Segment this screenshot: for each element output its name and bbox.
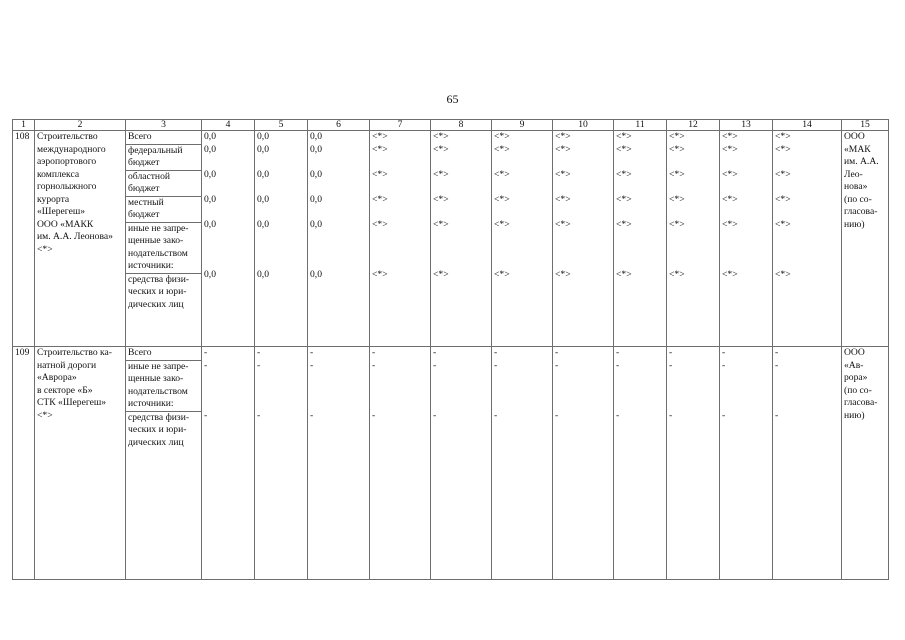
value: 0,0 <box>310 193 322 205</box>
table-row <box>13 347 889 580</box>
value-cell <box>614 131 667 347</box>
executor-line: гласова- <box>844 206 878 217</box>
funding-source-line: щенные зако- <box>128 235 184 246</box>
project-name-line: международного <box>37 143 106 155</box>
value: 0,0 <box>257 168 269 180</box>
value: - <box>494 347 498 358</box>
value: <*> <box>372 168 388 180</box>
funding-source <box>126 197 201 223</box>
executor-line: (по со- <box>844 384 872 396</box>
value-cell <box>492 347 553 580</box>
funding-source-line: средства физи- <box>128 411 190 423</box>
value: <*> <box>669 131 685 142</box>
executor-cell <box>842 347 889 580</box>
column-header: 8 <box>431 120 492 131</box>
value: <*> <box>722 131 738 142</box>
executor-line: «Ав- <box>844 359 864 371</box>
funding-source-line: щенные зако- <box>128 373 184 384</box>
value: - <box>204 409 208 421</box>
value: 0,0 <box>204 218 216 230</box>
value-cell <box>667 131 720 347</box>
value-cell <box>773 131 842 347</box>
value: <*> <box>494 268 510 280</box>
value: 0,0 <box>204 193 216 205</box>
funding-source-line: источники: <box>128 398 174 409</box>
value: - <box>433 347 437 358</box>
value-cell <box>431 131 492 347</box>
table-body <box>13 120 889 580</box>
row-number: 109 <box>15 347 30 358</box>
funding-source-line: дических лиц <box>128 298 184 310</box>
value: <*> <box>555 193 571 205</box>
executor-line: гласова- <box>844 397 878 408</box>
column-header: 5 <box>255 120 308 131</box>
funding-source <box>126 361 201 412</box>
funding-source-line: местный <box>128 196 164 208</box>
project-name-line: «Аврора» <box>37 372 77 383</box>
value: <*> <box>669 168 685 180</box>
value: <*> <box>555 143 571 155</box>
executor-line: Лео- <box>844 168 863 180</box>
value: 0,0 <box>310 268 322 280</box>
value: - <box>775 359 779 371</box>
funding-source-line: федеральный <box>128 144 183 156</box>
value-cell <box>614 347 667 580</box>
project-name-line: аэропортового <box>37 156 97 167</box>
value: <*> <box>555 131 571 142</box>
column-header: 15 <box>842 120 889 131</box>
value: - <box>310 359 314 371</box>
value: 0,0 <box>257 218 269 230</box>
value-cell <box>202 131 255 347</box>
table-row <box>13 131 889 347</box>
value: - <box>775 409 779 421</box>
value: <*> <box>722 268 738 280</box>
value: 0,0 <box>310 143 322 155</box>
value: - <box>257 359 261 371</box>
funding-source <box>126 412 201 450</box>
value: - <box>555 409 559 421</box>
value: <*> <box>722 168 738 180</box>
funding-source-line: источники: <box>128 260 174 271</box>
value-cell <box>553 347 614 580</box>
project-name-line: им. А.А. Леонова» <box>37 231 113 242</box>
value: - <box>372 347 376 358</box>
funding-source <box>126 171 201 197</box>
funding-source-cell <box>126 347 202 580</box>
value: - <box>722 409 726 421</box>
funding-source-line: средства физи- <box>128 273 190 285</box>
row-number-cell <box>13 347 35 580</box>
value: - <box>669 409 673 421</box>
value: - <box>775 347 779 358</box>
project-name-line: ООО «МАКК <box>37 218 94 230</box>
value: <*> <box>494 193 510 205</box>
value: - <box>257 409 261 421</box>
column-header: 3 <box>126 120 202 131</box>
value: 0,0 <box>257 268 269 280</box>
project-name-line: горнолыжного <box>37 181 97 192</box>
column-header: 12 <box>667 120 720 131</box>
project-name-line: <*> <box>37 243 53 255</box>
funding-source-line: Всего <box>128 131 152 142</box>
value: - <box>555 347 559 358</box>
value: <*> <box>616 218 632 230</box>
value-cell <box>667 347 720 580</box>
value: - <box>669 347 673 358</box>
value-cell <box>370 131 431 347</box>
value: <*> <box>433 268 449 280</box>
column-header: 1 <box>13 120 35 131</box>
value: <*> <box>494 143 510 155</box>
value: <*> <box>494 168 510 180</box>
executor-line: рора» <box>844 372 868 383</box>
funding-source-cell <box>126 131 202 347</box>
value: - <box>372 409 376 421</box>
value: - <box>669 359 673 371</box>
value: <*> <box>616 193 632 205</box>
column-header: 7 <box>370 120 431 131</box>
value: 0,0 <box>310 168 322 180</box>
value: <*> <box>669 218 685 230</box>
project-name-line: Строительство ка- <box>37 347 113 358</box>
value: <*> <box>775 218 791 230</box>
funding-source-line: областной <box>128 170 171 182</box>
value: <*> <box>372 193 388 205</box>
value: - <box>372 359 376 371</box>
value: 0,0 <box>257 131 269 142</box>
funding-source-line: ческих и юри- <box>128 286 187 297</box>
value: - <box>494 409 498 421</box>
value: <*> <box>616 143 632 155</box>
funding-source <box>126 347 201 361</box>
value: - <box>722 359 726 371</box>
value: <*> <box>722 193 738 205</box>
executor-line: ООО <box>844 131 865 142</box>
value: 0,0 <box>204 268 216 280</box>
value: - <box>204 347 208 358</box>
value-cell <box>308 131 370 347</box>
value: <*> <box>433 168 449 180</box>
executor-line: «МАК <box>844 143 871 155</box>
funding-source <box>126 223 201 274</box>
project-name-cell <box>35 131 126 347</box>
executor-line: (по со- <box>844 193 872 205</box>
value-cell <box>720 347 773 580</box>
value: 0,0 <box>257 143 269 155</box>
value: <*> <box>555 218 571 230</box>
value: <*> <box>775 143 791 155</box>
column-header: 2 <box>35 120 126 131</box>
value: - <box>433 409 437 421</box>
column-header: 9 <box>492 120 553 131</box>
executor-line: нию) <box>844 409 865 421</box>
project-name-line: Строительство <box>37 131 98 142</box>
value: - <box>555 359 559 371</box>
value: 0,0 <box>257 193 269 205</box>
project-name-line: натной дороги <box>37 359 97 371</box>
value: <*> <box>775 131 791 142</box>
value: - <box>310 409 314 421</box>
value: <*> <box>372 143 388 155</box>
header-row <box>13 120 889 131</box>
value: <*> <box>433 193 449 205</box>
executor-line: ООО <box>844 347 865 358</box>
executor-cell <box>842 131 889 347</box>
value-cell <box>255 347 308 580</box>
value: - <box>433 359 437 371</box>
project-name-line: «Шерегеш» <box>37 206 86 217</box>
column-header: 10 <box>553 120 614 131</box>
value: - <box>722 347 726 358</box>
value: <*> <box>494 131 510 142</box>
value-cell <box>202 347 255 580</box>
value: <*> <box>616 268 632 280</box>
executor-line: им. А.А. <box>844 156 879 167</box>
value: 0,0 <box>310 218 322 230</box>
value-cell <box>720 131 773 347</box>
funding-source-line: бюджет <box>128 209 160 220</box>
value: <*> <box>555 168 571 180</box>
project-name-line: СТК «Шерегеш» <box>37 397 107 408</box>
page-number: 65 <box>446 92 459 106</box>
project-name-line: комплекса <box>37 168 80 180</box>
funding-source-line: ческих и юри- <box>128 424 187 435</box>
column-header: 6 <box>308 120 370 131</box>
value: 0,0 <box>204 143 216 155</box>
value: <*> <box>669 268 685 280</box>
program-table <box>12 119 889 580</box>
project-name-line: курорта <box>37 193 70 205</box>
value: 0,0 <box>204 131 216 142</box>
executor-line: нова» <box>844 181 868 192</box>
value: <*> <box>669 193 685 205</box>
value-cell <box>431 347 492 580</box>
value: <*> <box>433 143 449 155</box>
value: <*> <box>775 193 791 205</box>
row-number-cell <box>13 131 35 347</box>
value: <*> <box>494 218 510 230</box>
funding-source-line: иные не запре- <box>128 360 189 372</box>
value: 0,0 <box>204 168 216 180</box>
value: <*> <box>433 218 449 230</box>
value: - <box>204 359 208 371</box>
funding-source-line: бюджет <box>128 157 160 168</box>
value: - <box>310 347 314 358</box>
column-header: 14 <box>773 120 842 131</box>
value: <*> <box>372 268 388 280</box>
funding-source-line: иные не запре- <box>128 222 189 234</box>
value: <*> <box>775 268 791 280</box>
value: <*> <box>722 143 738 155</box>
funding-source <box>126 145 201 171</box>
row-number: 108 <box>15 131 30 142</box>
column-header: 11 <box>614 120 667 131</box>
value: 0,0 <box>310 131 322 142</box>
value: - <box>616 359 620 371</box>
value: <*> <box>775 168 791 180</box>
value: - <box>257 347 261 358</box>
value-cell <box>492 131 553 347</box>
funding-source-line: нодательством <box>128 385 188 397</box>
funding-source-line: нодательством <box>128 247 188 259</box>
funding-source-line: дических лиц <box>128 436 184 448</box>
value: - <box>494 359 498 371</box>
value: - <box>616 347 620 358</box>
project-name-line: в секторе «Б» <box>37 384 93 396</box>
value: <*> <box>669 143 685 155</box>
value-cell <box>255 131 308 347</box>
value-cell <box>308 347 370 580</box>
executor-line: нию) <box>844 218 865 230</box>
value: <*> <box>372 218 388 230</box>
value: <*> <box>616 168 632 180</box>
value: <*> <box>722 218 738 230</box>
value: <*> <box>433 131 449 142</box>
value: <*> <box>372 131 388 142</box>
value: <*> <box>616 131 632 142</box>
value-cell <box>553 131 614 347</box>
value: - <box>616 409 620 421</box>
project-name-cell <box>35 347 126 580</box>
value-cell <box>773 347 842 580</box>
value: <*> <box>555 268 571 280</box>
funding-source-line: бюджет <box>128 183 160 194</box>
funding-source <box>126 274 201 312</box>
column-header: 13 <box>720 120 773 131</box>
project-name-line: <*> <box>37 409 53 421</box>
funding-source <box>126 131 201 145</box>
funding-source-line: Всего <box>128 347 152 358</box>
column-header: 4 <box>202 120 255 131</box>
value-cell <box>370 347 431 580</box>
